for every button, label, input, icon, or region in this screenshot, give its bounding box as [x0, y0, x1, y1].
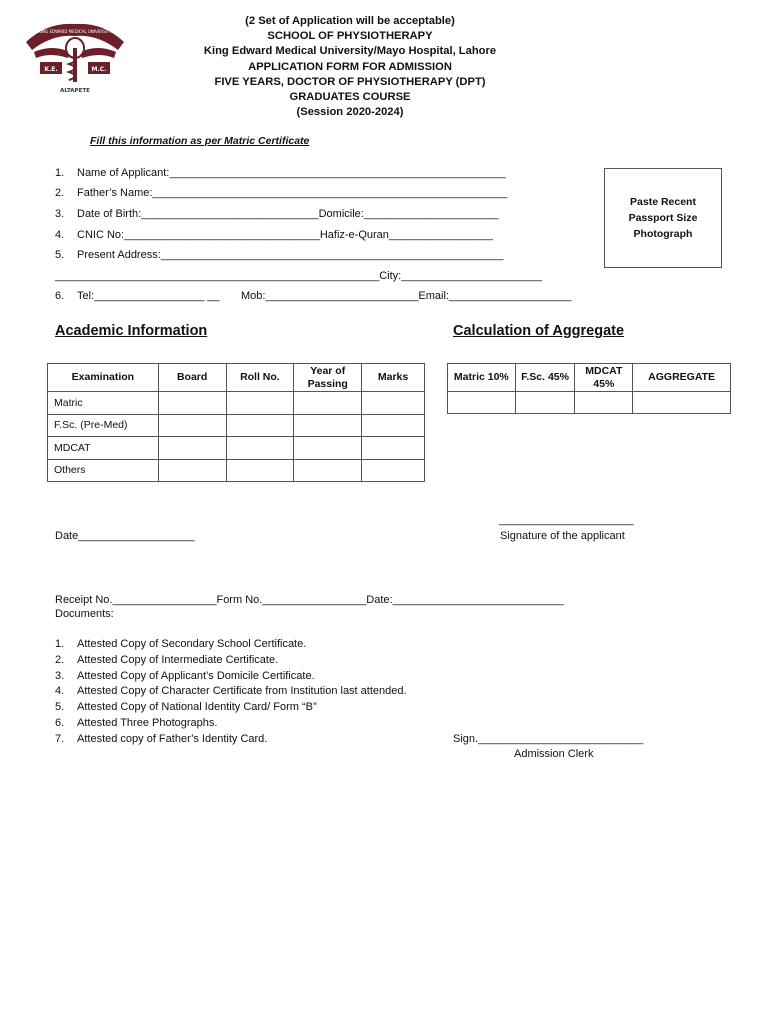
signature-label: Signature of the applicant — [500, 530, 625, 542]
table-cell[interactable] — [226, 459, 294, 482]
table-header-row — [448, 364, 731, 392]
table-cell[interactable] — [226, 392, 294, 415]
table-row — [48, 459, 425, 482]
field-number: 6. — [55, 290, 65, 302]
logo-motto: ALTAPETE — [60, 88, 90, 94]
header-line-session: (Session 2020-2024) — [296, 106, 404, 119]
table-cell[interactable] — [294, 437, 362, 460]
aggregate-table — [447, 363, 731, 414]
logo-top-text: KING EDWARD MEDICAL UNIVERSITY — [38, 29, 112, 34]
table-cell[interactable] — [158, 437, 226, 460]
table-cell[interactable] — [158, 459, 226, 482]
father-name-label: Father’s Name:__________________________________________________________ — [77, 187, 508, 199]
col-marks: Marks — [362, 364, 425, 392]
dob-domicile-label: Date of Birth:_____________________________Domicile:______________________ — [77, 208, 499, 220]
table-cell[interactable] — [158, 392, 226, 415]
col-examination: Examination — [48, 364, 159, 392]
field-number: 1. — [55, 167, 65, 179]
header-line-school: SCHOOL OF PHYSIOTHERAPY — [267, 30, 433, 43]
admission-clerk-label: Admission Clerk — [514, 748, 594, 760]
header-line-university: King Edward Medical University/Mayo Hospital, Lahore — [203, 45, 497, 58]
table-cell[interactable] — [515, 392, 575, 414]
documents-label: Documents: — [55, 608, 114, 620]
table-row — [448, 392, 731, 414]
signature-line[interactable]: ______________________ — [499, 514, 634, 526]
table-cell[interactable] — [226, 414, 294, 437]
form-header — [170, 14, 530, 120]
table-cell[interactable] — [575, 392, 633, 414]
table-cell[interactable] — [294, 414, 362, 437]
header-line-course: GRADUATES COURSE — [289, 91, 411, 104]
address-city-field[interactable]: _____________________________________________________City:_______________________ — [55, 270, 542, 282]
table-row — [48, 392, 425, 415]
table-cell[interactable] — [448, 392, 516, 414]
field-number: 3. — [55, 208, 65, 220]
photo-box-line: Photograph — [633, 228, 693, 240]
header-line-form-title: APPLICATION FORM FOR ADMISSION — [248, 60, 452, 73]
header-line-acceptance: (2 Set of Application will be acceptable) — [245, 15, 455, 27]
table-header-row — [48, 364, 425, 392]
col-year-of-passing: Year of Passing — [294, 364, 362, 392]
table-cell[interactable] — [362, 459, 425, 482]
academic-table — [47, 363, 425, 482]
academic-info-title: Academic Information — [55, 323, 208, 339]
table-cell[interactable] — [294, 459, 362, 482]
table-cell[interactable] — [294, 392, 362, 415]
clerk-sign-field[interactable]: Sign.___________________________ — [453, 733, 644, 745]
photo-box-line: Passport Size — [628, 212, 698, 224]
photo-box-line: Paste Recent — [630, 196, 696, 208]
col-fsc-45: F.Sc. 45% — [515, 364, 575, 392]
col-roll-no: Roll No. — [226, 364, 294, 392]
photo-box — [604, 168, 722, 268]
exam-name: Others — [48, 459, 159, 482]
matric-note: Fill this information as per Matric Certificate — [90, 135, 310, 147]
field-number: 4. — [55, 229, 65, 241]
col-matric-10: Matric 10% — [448, 364, 516, 392]
university-logo — [22, 18, 128, 94]
table-cell[interactable] — [362, 414, 425, 437]
exam-name: Matric — [48, 392, 159, 415]
table-cell[interactable] — [633, 392, 731, 414]
table-cell[interactable] — [226, 437, 294, 460]
receipt-form-date-field[interactable]: Receipt No._________________Form No._________________Date:____________________________ — [55, 594, 564, 606]
cnic-hafiz-label: CNIC No:________________________________Hafiz-e-Quran_________________ — [77, 229, 493, 241]
tel-label: Tel:__________________ __ — [77, 290, 220, 302]
exam-name: F.Sc. (Pre-Med) — [48, 414, 159, 437]
address-label: Present Address:________________________________________________________ — [77, 249, 504, 261]
field-number: 5. — [55, 249, 65, 261]
table-row — [48, 437, 425, 460]
col-board: Board — [158, 364, 226, 392]
aggregate-title: Calculation of Aggregate — [453, 323, 625, 339]
logo-right-initials: M.C. — [91, 66, 107, 73]
mob-email-field[interactable]: Mob:_________________________Email:____________________ — [241, 290, 572, 302]
table-cell[interactable] — [362, 392, 425, 415]
header-line-program: FIVE YEARS, DOCTOR OF PHYSIOTHERAPY (DPT) — [214, 75, 486, 88]
table-cell[interactable] — [362, 437, 425, 460]
table-cell[interactable] — [158, 414, 226, 437]
col-mdcat-45: MDCAT 45% — [575, 364, 633, 392]
logo-left-initials: K.E. — [44, 66, 58, 73]
field-number: 2. — [55, 187, 65, 199]
table-row — [48, 414, 425, 437]
exam-name: MDCAT — [48, 437, 159, 460]
name-field-label: Name of Applicant:_______________________________________________________ — [77, 167, 506, 179]
col-aggregate: AGGREGATE — [633, 364, 731, 392]
date-field[interactable]: Date___________________ — [55, 530, 195, 542]
